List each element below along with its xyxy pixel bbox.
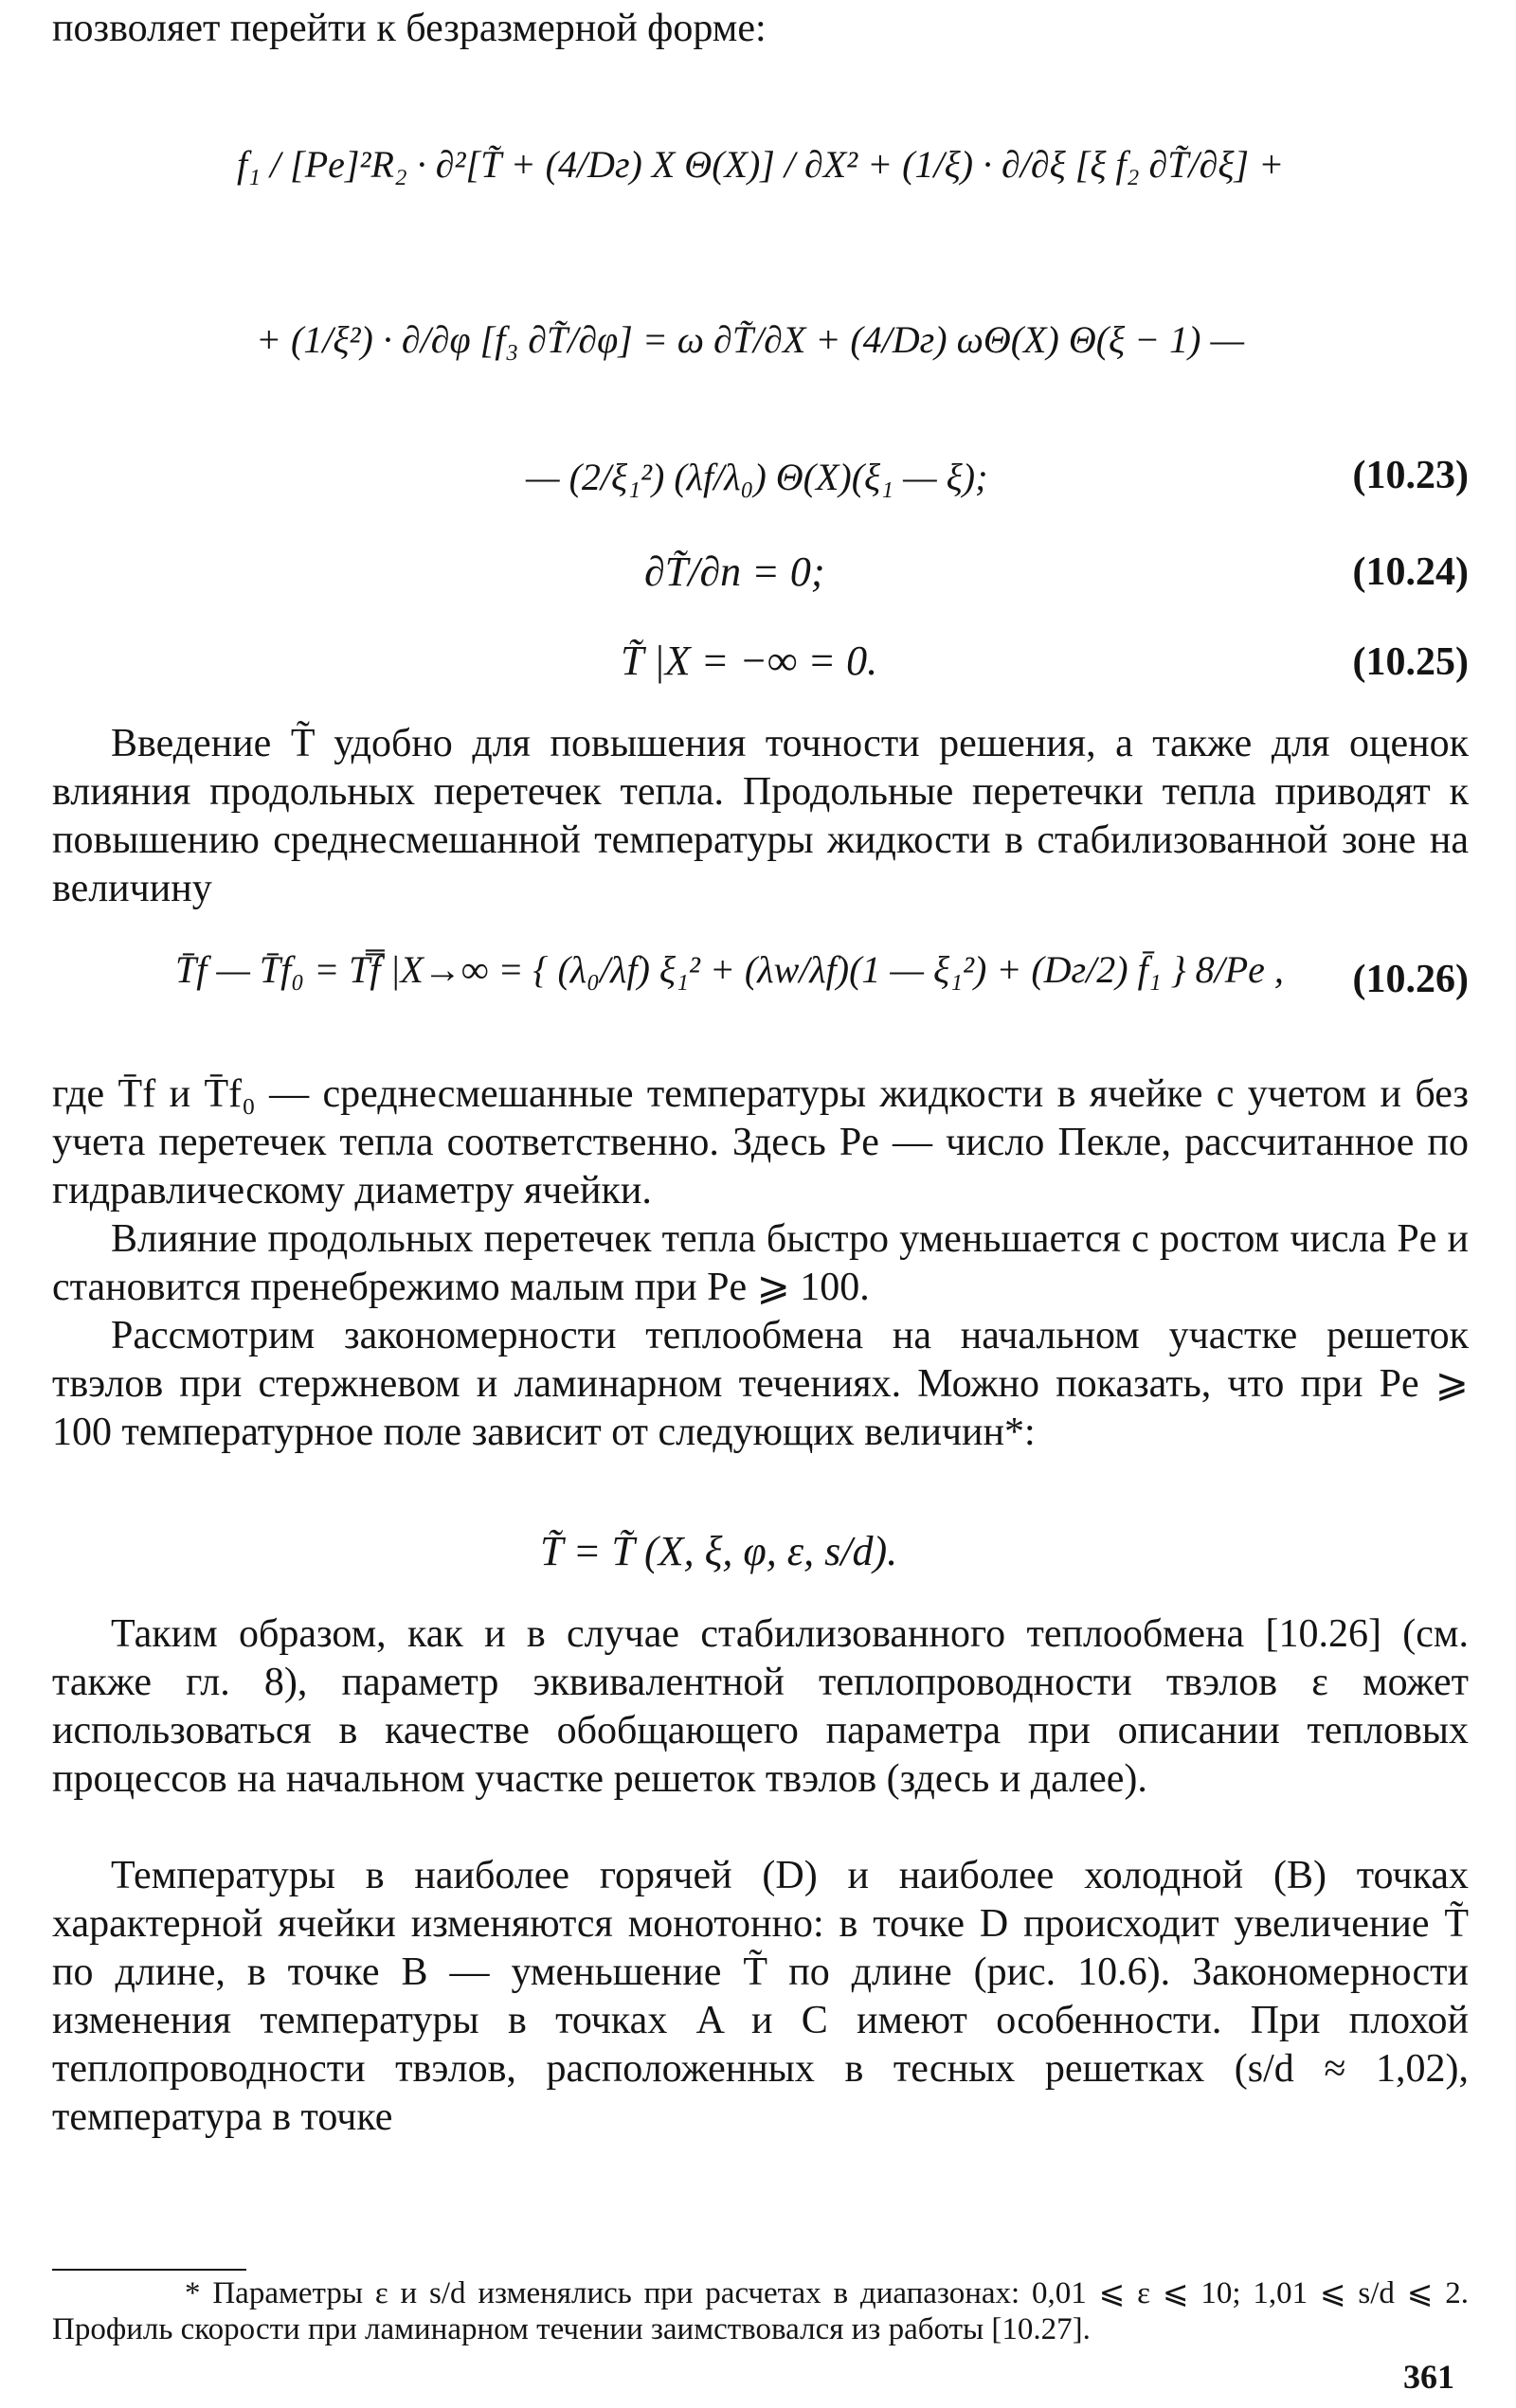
paragraph-6 <box>52 1852 1469 2142</box>
paragraph-3 <box>52 1215 1469 1312</box>
equation-10-26: T̄f — T̄f₀ = T̿f |X→∞ = { (λ₀/λf) ξ₁² + (λw/λf)(1 — ξ₁²) + (Dг/2) f̄₁ } 8/Pe , <box>175 948 1284 991</box>
paragraph-text: Температуры в наиболее горячей (D) и наиболее холодной (B) точках характерной ячейки изменяются монотонно: в точке D происходит увеличение T̃ по длине, в точке B — уменьшение T̃ по длине (рис. 10.6). Закономерности изменения температуры в точках A и C имеют особенности. При плохой теплопроводности твэлов, расположенных в тесных решетках (s/d ≈ 1,02), температура в точке <box>52 1854 1469 2139</box>
equation-label-10-23: (10.23) <box>1352 454 1469 497</box>
paragraph-text: Влияние продольных перетечек тепла быстро уменьшается с ростом числа Pe и становится пренебрежимо малым при Pe ⩾ 100. <box>52 1217 1469 1309</box>
equation-temperature-field: T̃ = T̃ (X, ξ, φ, ε, s/d). <box>540 1528 898 1574</box>
footnote-divider <box>52 2269 246 2271</box>
equation-10-25: T̃ |X = −∞ = 0. <box>621 638 878 684</box>
paragraph-2 <box>52 1070 1469 1215</box>
paragraph-text: Таким образом, как и в случае стабилизованного теплообмена [10.26] (см. также гл. 8), параметр эквивалентной теплопроводности твэлов ε может использоваться в качестве обобщающего параметра при описании тепловых процессов на начальном участке решеток твэлов (здесь и далее). <box>52 1612 1469 1801</box>
equation-label-10-24: (10.24) <box>1352 550 1469 594</box>
equation-main-line-3 <box>526 426 1189 530</box>
paragraph-1 <box>52 720 1469 913</box>
equation-label-10-26: (10.26) <box>1352 958 1469 1001</box>
footnote <box>52 2275 1469 2347</box>
equation-main-line-2 <box>256 284 1298 398</box>
intro-line: позволяет перейти к безразмерной форме: <box>52 7 767 50</box>
paragraph-text: где T̄f и T̄f₀ — среднесмешанные температуры жидкости в ячейке с учетом и без учета перетечек тепла соответственно. Здесь Pe — число Пекле, рассчитанное по гидравлическому диаметру ячейки. <box>52 1072 1469 1213</box>
paragraph-5 <box>52 1610 1469 1804</box>
equation-10-24: ∂T̃/∂n = 0; <box>644 548 825 595</box>
page-number: 361 <box>1403 2358 1454 2396</box>
footnote-text: * Параметры ε и s/d изменялись при расчетах в диапазонах: 0,01 ⩽ ε ⩽ 10; 1,01 ⩽ s/d ⩽ 2. Профиль скорости при ламинарном течении заимствовался из работы [10.27]. <box>52 2276 1469 2346</box>
equation-text: + (1/ξ²) · ∂/∂φ [f₃ ∂T̃/∂φ] = ω ∂T̃/∂X + (4/Dг) ωΘ(X) Θ(ξ − 1) — <box>256 318 1245 361</box>
equation-main-line-1 <box>237 81 1285 261</box>
equation-label-10-25: (10.25) <box>1352 640 1469 684</box>
paragraph-4 <box>52 1312 1469 1457</box>
equation-text: f₁ / [Pe]²R₂ · ∂²[T̃ + (4/Dг) X Θ(X)] / ∂X² + (1/ξ) · ∂/∂ξ [ξ f₂ ∂T̃/∂ξ] + <box>237 143 1285 186</box>
equation-text: — (2/ξ₁²) (λf/λ₀) Θ(X)(ξ₁ — ξ); <box>526 456 988 498</box>
paragraph-text: Введение T̃ удобно для повышения точности решения, а также для оценок влияния продольных перетечек тепла. Продольные перетечки тепла приводят к повышению среднесмешанной температуры жидкости в стабилизованной зоне на величину <box>52 722 1469 910</box>
paragraph-text: Рассмотрим закономерности теплообмена на начальном участке решеток твэлов при стержневом и ламинарном течениях. Можно показать, что при Pe ⩾ 100 температурное поле зависит от следующих величин*: <box>52 1314 1469 1454</box>
